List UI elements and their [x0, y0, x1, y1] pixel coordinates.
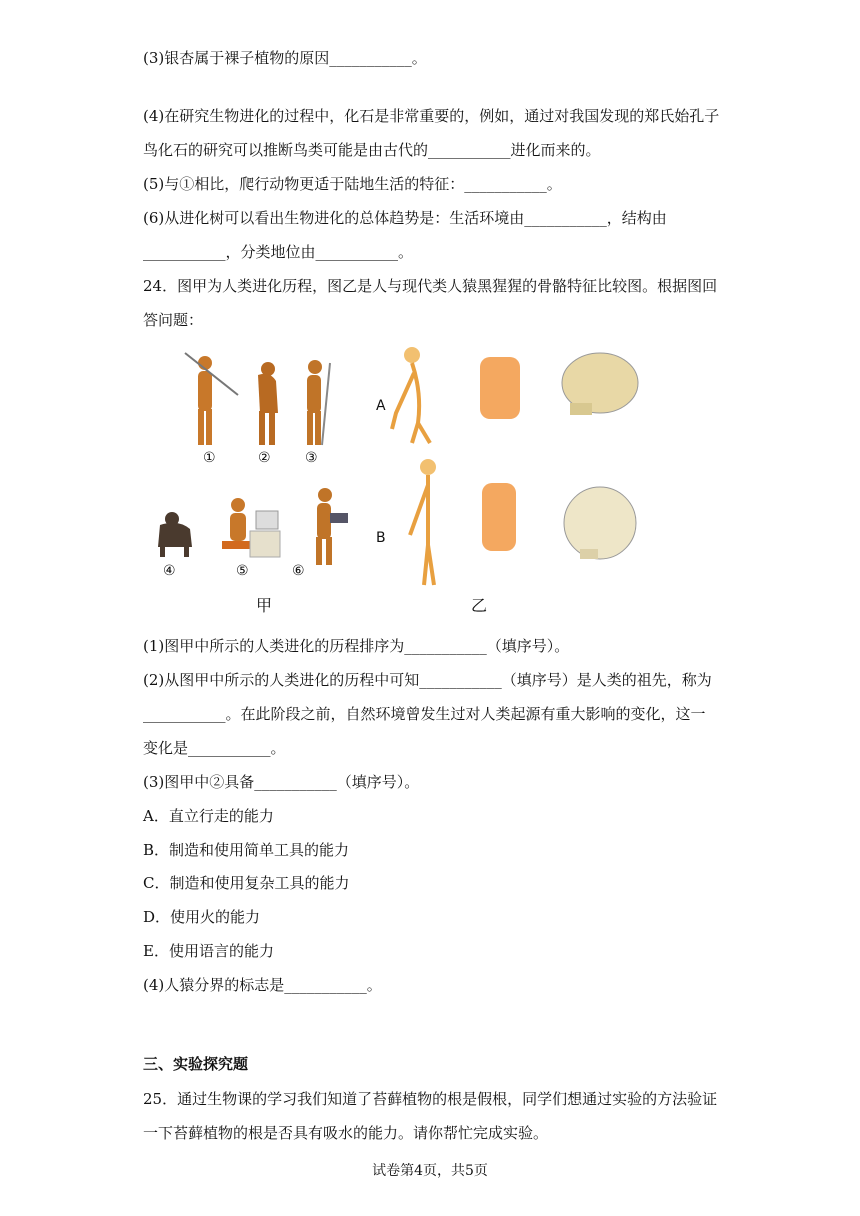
q24-sub1: (1)图甲中所示的人类进化的历程排序为___________（填序号）。 [143, 637, 570, 655]
label-3: ③ [305, 450, 318, 466]
label-5: ⑤ [236, 563, 249, 579]
human-skull [564, 487, 636, 559]
q4-line-1: (4)在研究生物进化的过程中，化石是非常重要的，例如，通过对我国发现的郑氏始孔子 [143, 107, 720, 125]
q6-line-1: (6)从进化树可以看出生物进化的总体趋势是：生活环境由___________，结构由 [143, 209, 667, 227]
q4-line-2: 鸟化石的研究可以推断鸟类可能是由古代的___________进化而来的。 [143, 141, 601, 159]
q24-sub2-line-1: (2)从图甲中所示的人类进化的历程中可知___________（填序号）是人类的祖先，称为 [143, 671, 712, 689]
label-2: ② [258, 450, 271, 466]
option-c: C．制造和使用复杂工具的能力 [143, 874, 350, 892]
caption-yi: 乙 [471, 596, 488, 615]
option-e: E．使用语言的能力 [143, 942, 274, 960]
chimp-skeleton [392, 347, 430, 443]
modern-human-6 [316, 488, 348, 565]
q25-line-2: 一下苔藓植物的根是否具有吸水的能力。请你帮忙完成实验。 [143, 1124, 549, 1142]
chimp-hand [480, 357, 520, 419]
option-d: D．使用火的能力 [143, 908, 261, 926]
q24-sub4: (4)人猿分界的标志是___________。 [143, 976, 382, 994]
chimp-figure-4 [158, 512, 192, 557]
human-skeleton [410, 459, 436, 585]
figure-jia-evolution [150, 345, 350, 595]
q6-line-2: ___________，分类地位由___________。 [143, 243, 414, 261]
q24-sub2-line-2: ___________。在此阶段之前，自然环境曾发生过对人类起源有重大影响的变化，这一 [143, 705, 706, 723]
modern-human-computer-5 [222, 498, 280, 557]
q5-line: (5)与①相比，爬行动物更适于陆地生活的特征：___________。 [143, 175, 562, 193]
hominid-figure-2 [258, 362, 278, 445]
chimp-skull [562, 353, 638, 415]
page-footer: 试卷第4页，共5页 [372, 1163, 488, 1179]
q3-line: (3)银杏属于裸子植物的原因___________。 [143, 49, 427, 67]
label-6: ⑥ [292, 563, 305, 579]
figure-yi-skeleton-comparison [390, 343, 650, 593]
hominid-figure-1 [185, 353, 238, 445]
option-a: A．直立行走的能力 [143, 807, 274, 825]
human-hand [482, 483, 516, 551]
q24-sub2-line-3: 变化是___________。 [143, 739, 286, 757]
q25-line-1: 25．通过生物课的学习我们知道了苔藓植物的根是假根，同学们想通过实验的方法验证 [143, 1090, 718, 1108]
q24-stem-1: 24．图甲为人类进化历程，图乙是人与现代类人猿黑猩猩的骨骼特征比较图。根据图回 [143, 277, 718, 295]
option-b: B．制造和使用简单工具的能力 [143, 841, 350, 859]
caption-jia: 甲 [256, 596, 273, 615]
hominid-figure-3 [307, 360, 330, 445]
section-heading: 三、实验探究题 [143, 1055, 249, 1073]
row-label-b: B [376, 530, 386, 546]
row-label-a: A [376, 398, 386, 414]
label-1: ① [203, 450, 216, 466]
q24-sub3: (3)图甲中②具备___________（填序号）。 [143, 773, 420, 791]
q24-stem-2: 答问题： [143, 311, 204, 329]
label-4: ④ [163, 563, 176, 579]
